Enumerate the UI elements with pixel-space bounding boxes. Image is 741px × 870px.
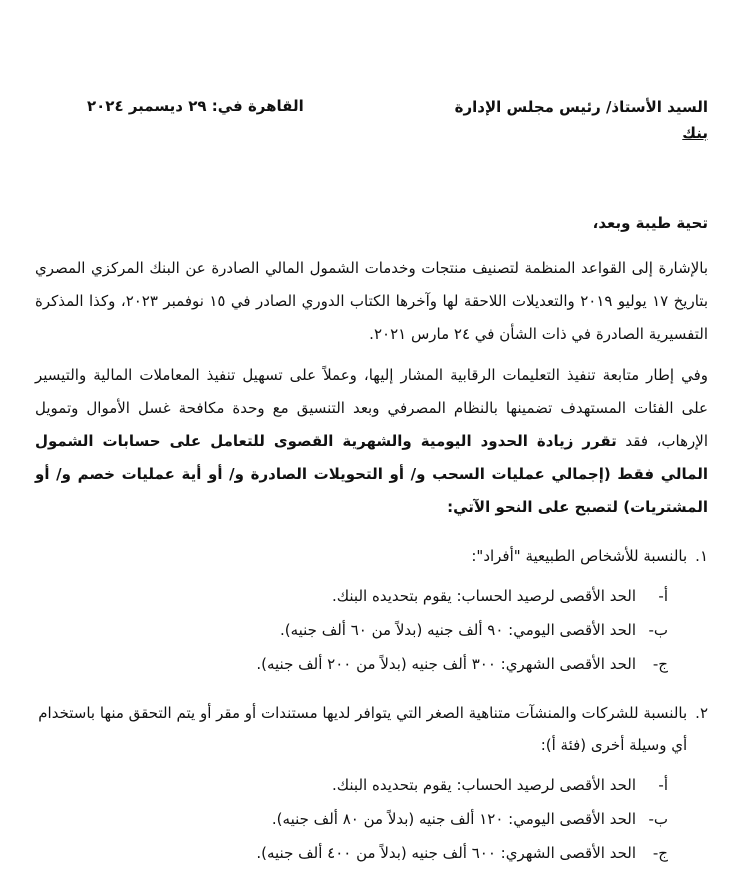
section-items — [35, 579, 708, 681]
greeting: تحية طيبة وبعد، — [592, 214, 708, 232]
item-marker: أ- — [658, 587, 668, 605]
item-text: الحد الأقصى اليومي: ١٢٠ ألف جنيه (بدلاً من ٨٠ ألف جنيه). — [271, 810, 636, 828]
addressee-title: السيد الأستاذ/ رئيس مجلس الإدارة — [454, 98, 708, 116]
item-text: الحد الأقصى لرصيد الحساب: يقوم بتحديده البنك. — [332, 776, 636, 794]
item-text: الحد الأقصى الشهري: ٣٠٠ ألف جنيه (بدلاً من ٢٠٠ ألف جنيه). — [256, 655, 636, 673]
list-item — [35, 579, 668, 613]
section-individuals — [35, 540, 708, 681]
section-heading — [35, 697, 708, 761]
list-item — [35, 613, 668, 647]
item-marker: ب- — [648, 810, 668, 828]
item-marker: ج- — [652, 844, 668, 862]
list-item — [35, 647, 668, 681]
list-item — [35, 768, 668, 802]
paragraph-decision — [35, 359, 708, 524]
section-number: ١. — [695, 547, 708, 565]
item-marker: أ- — [658, 776, 668, 794]
item-marker: ب- — [648, 621, 668, 639]
item-text: الحد الأقصى الشهري: ٦٠٠ ألف جنيه (بدلاً من ٤٠٠ ألف جنيه). — [256, 844, 636, 862]
date-line: القاهرة في: ٢٩ ديسمبر ٢٠٢٤ — [87, 97, 304, 115]
item-marker: ج- — [652, 655, 668, 673]
item-text: الحد الأقصى لرصيد الحساب: يقوم بتحديده البنك. — [332, 587, 636, 605]
letter-header — [35, 94, 708, 146]
section-heading — [35, 540, 708, 572]
item-text: الحد الأقصى اليومي: ٩٠ ألف جنيه (بدلاً من ٦٠ ألف جنيه). — [279, 621, 636, 639]
section-items — [35, 768, 708, 870]
decision-regular-text: وفي إطار متابعة تنفيذ التعليمات الرقابية المشار إليها، وعملاً على تسهيل تنفيذ المعاملات المالية والتيسير على الفئات المستهدف تضمينها بالنظام المصرفي وبعد التنسيق مع وحدة مكافحة غسل الأموال وتمويل الإرهاب، فقد — [35, 366, 708, 450]
section-micro-enterprises — [35, 697, 708, 870]
bank-name: بنك — [682, 124, 708, 142]
decision-bold-text: تقرر زيادة الحدود اليومية والشهرية القصوى للتعامل على حسابات الشمول المالي فقط (إجمالي عمليات السحب و/ أو التحويلات الصادرة و/ أو أية عمليات خصم و/ أو المشتريات) لتصبح على النحو الآتي: — [35, 432, 708, 516]
section-number: ٢. — [695, 704, 708, 722]
paragraph-reference: بالإشارة إلى القواعد المنظمة لتصنيف منتجات وخدمات الشمول المالي الصادرة عن البنك المركزي المصري بتاريخ ١٧ يوليو ٢٠١٩ والتعديلات اللاحقة لها وآخرها الكتاب الدوري الصادر في ١٥ نوفمبر ٢٠٢٣، وكذا المذكرة التفسيرية الصادرة في ذات الشأن في ٢٤ مارس ٢٠٢١. — [35, 259, 708, 343]
list-item — [35, 802, 668, 836]
section-title: بالنسبة للشركات والمنشآت متناهية الصغر التي يتوافر لديها مستندات أو مقر أو يتم التحقق منها باستخدام أي وسيلة أخرى (فئة أ): — [38, 704, 688, 754]
section-title: بالنسبة للأشخاص الطبيعية "أفراد": — [471, 547, 688, 565]
list-item — [35, 836, 668, 870]
addressee-block — [455, 94, 708, 146]
